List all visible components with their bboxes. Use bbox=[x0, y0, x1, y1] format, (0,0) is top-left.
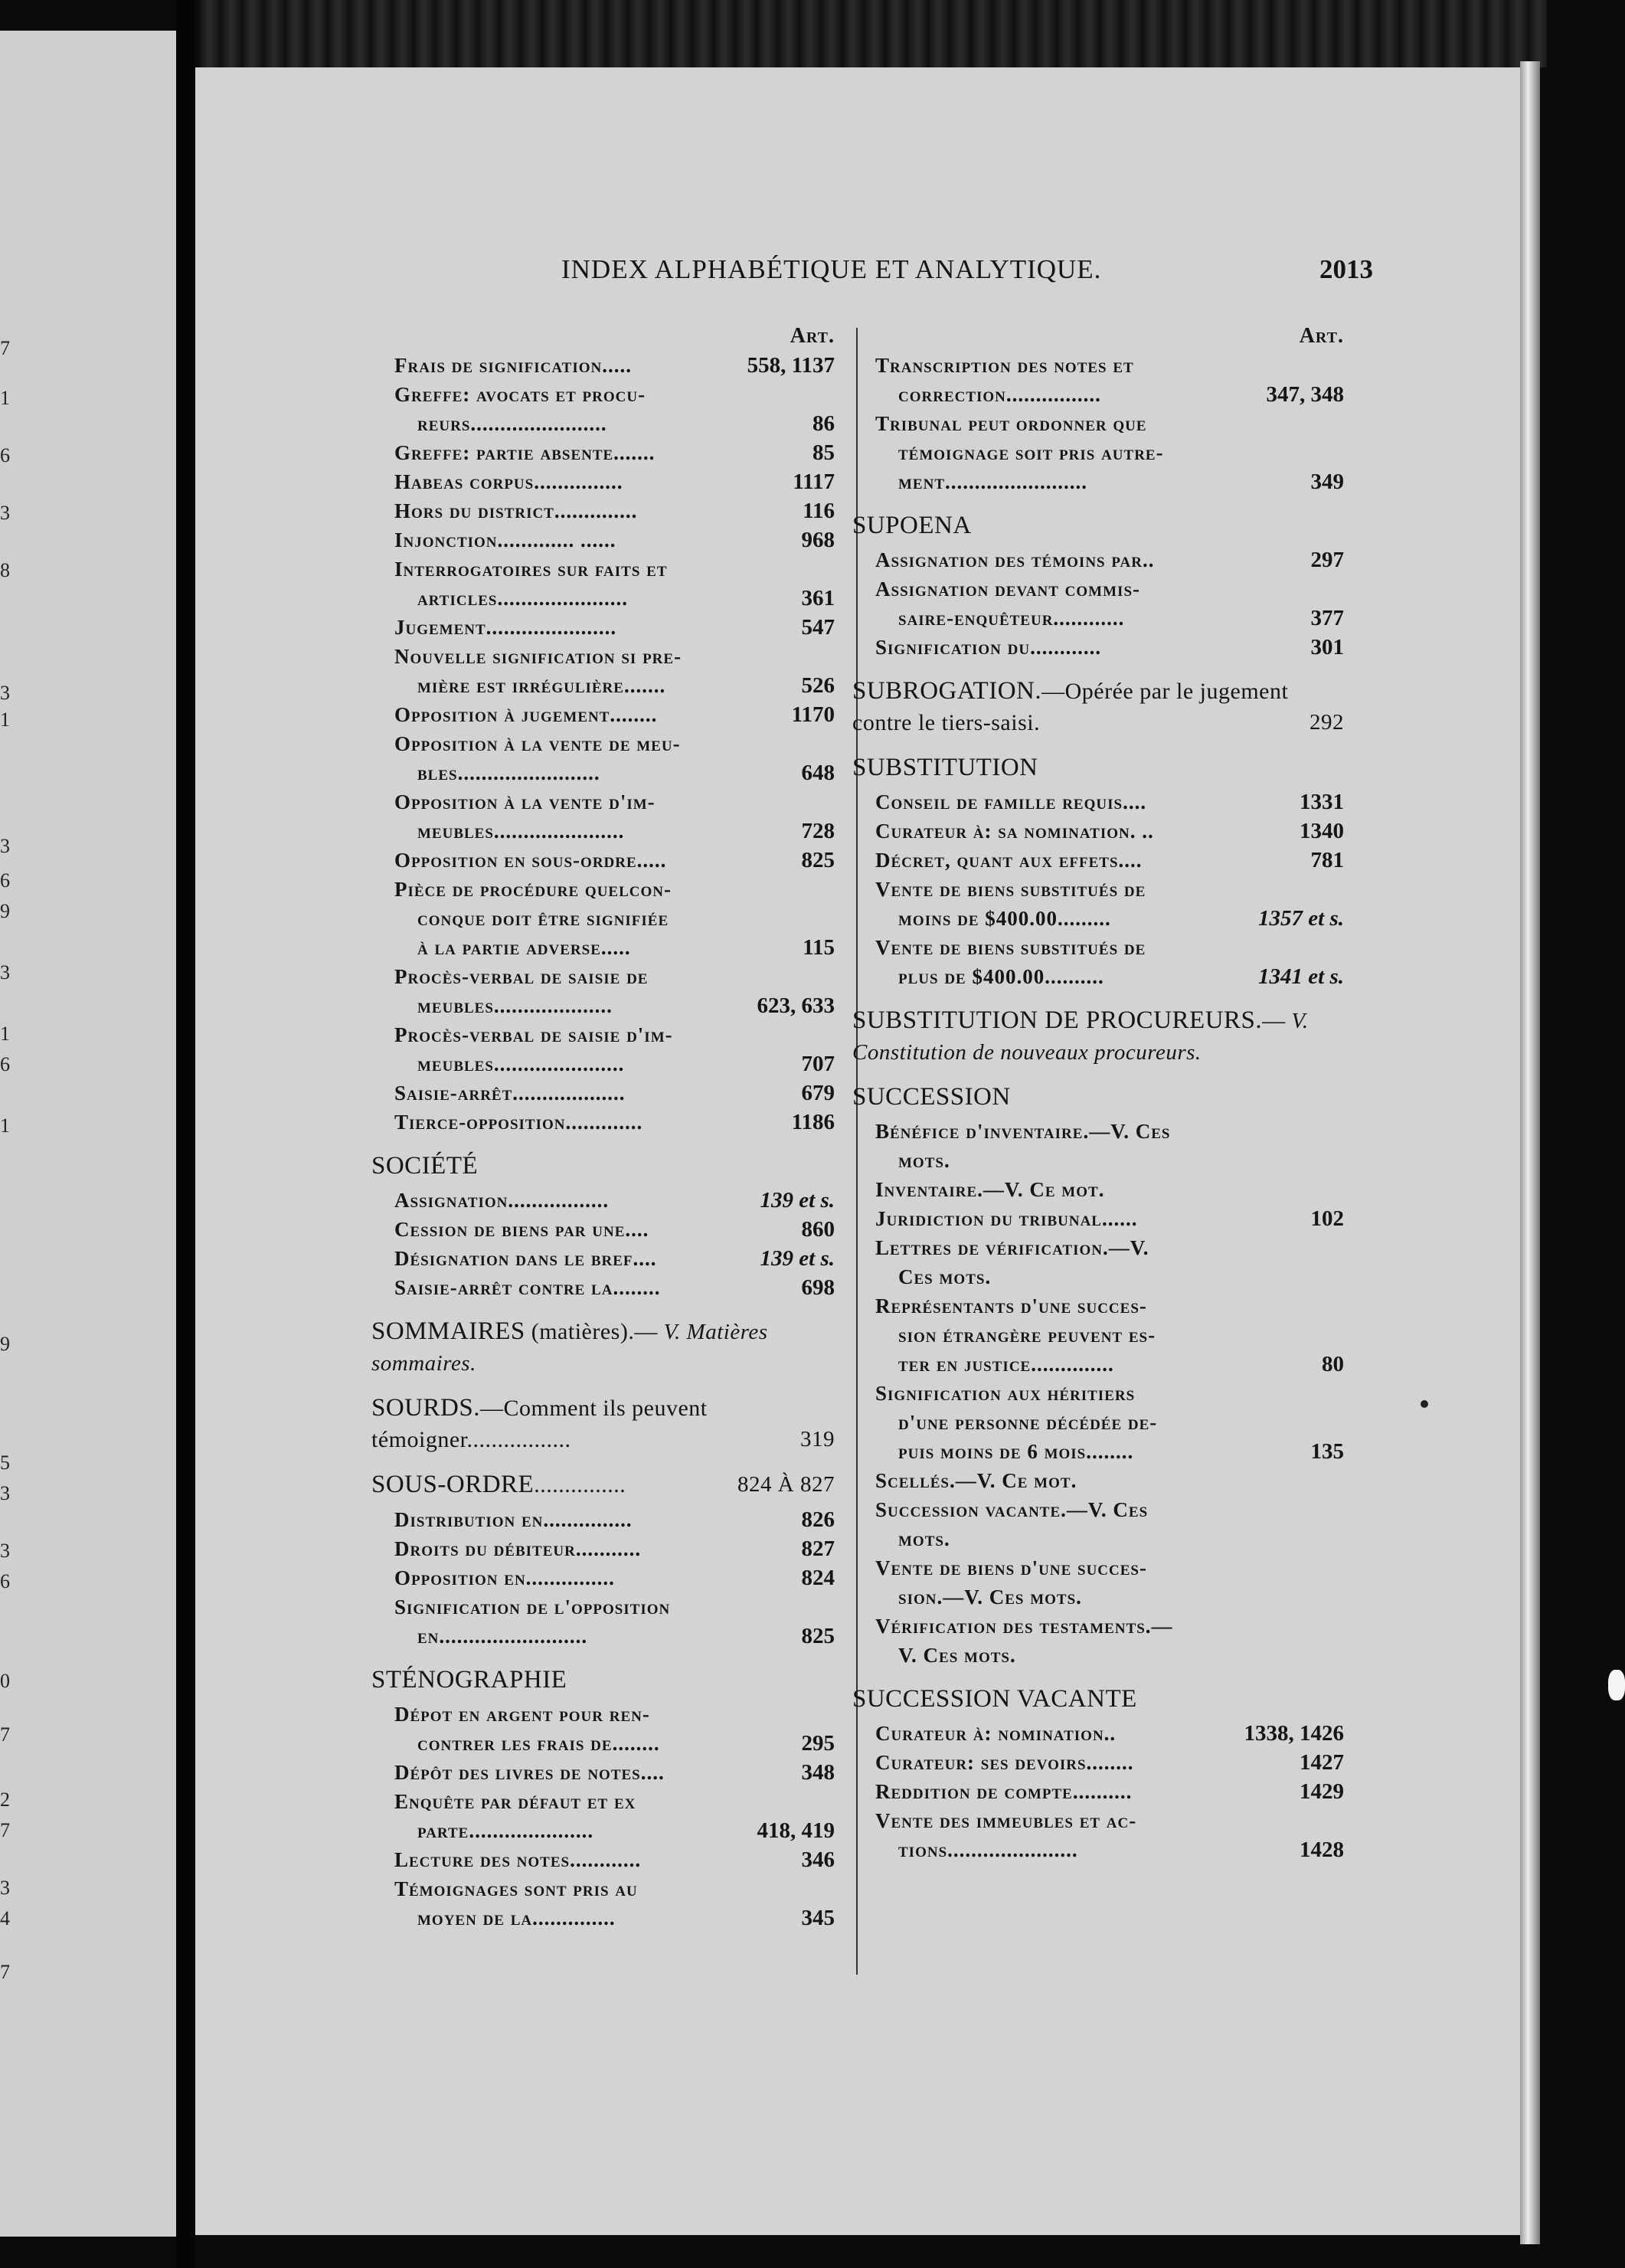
article-reference: 135 bbox=[1306, 1437, 1345, 1466]
section-cross-reference: V. Constitution de nouveaux procureurs. bbox=[852, 1009, 1309, 1065]
article-reference: 361 bbox=[797, 584, 835, 613]
entry-text-line: Lettres de vérification.—V. bbox=[875, 1236, 1149, 1259]
left-margin-mark: 1 bbox=[0, 387, 10, 409]
entry-text-line: tions...................... bbox=[898, 1838, 1078, 1861]
entry-text-line: Enquête par défaut et ex bbox=[394, 1790, 636, 1813]
entry-text-line: Vente des immeubles et ac- bbox=[875, 1809, 1137, 1832]
left-margin-mark: 7 bbox=[0, 1723, 10, 1746]
left-margin-mark: 9 bbox=[0, 900, 10, 922]
index-entry bbox=[852, 1291, 1344, 1379]
page-edge bbox=[1520, 61, 1540, 2244]
entry-text-line: Vérification des testaments.— bbox=[875, 1615, 1173, 1638]
entry-text-line: Opposition à la vente de meu- bbox=[394, 732, 681, 755]
index-column-left bbox=[371, 322, 835, 1933]
entry-text-line: moyen de la.............. bbox=[417, 1906, 616, 1929]
index-entry bbox=[371, 846, 835, 875]
article-reference: 648 bbox=[797, 758, 835, 787]
entry-text-line: sion étrangère peuvent es- bbox=[898, 1324, 1156, 1347]
article-reference: 825 bbox=[797, 846, 835, 875]
entry-text-line: Pièce de procédure quelcon- bbox=[394, 878, 672, 901]
entry-text-line: Interrogatoires sur faits et bbox=[394, 558, 668, 581]
entry-text-line: ment........................ bbox=[898, 470, 1087, 493]
left-margin-mark: 6 bbox=[0, 1053, 10, 1075]
section-title: SOMMAIRES bbox=[371, 1317, 525, 1345]
section-title: SUPOENA bbox=[852, 512, 972, 539]
entry-text-line: Signification aux héritiers bbox=[875, 1382, 1136, 1405]
entry-text-line: Vente de biens d'une succes- bbox=[875, 1556, 1147, 1579]
left-margin-mark: 3 bbox=[0, 1482, 10, 1504]
entry-text-line: bles........................ bbox=[417, 761, 600, 784]
section-title: SUBROGATION. bbox=[852, 677, 1042, 705]
scan-artifact bbox=[1608, 1670, 1625, 1700]
entry-text-line: Vente de biens substitués de bbox=[875, 878, 1146, 901]
index-entry bbox=[371, 1787, 835, 1845]
entry-text-line: Opposition à jugement........ bbox=[394, 703, 658, 726]
article-reference: 698 bbox=[797, 1273, 835, 1302]
left-margin-mark: 6 bbox=[0, 869, 10, 892]
left-margin-mark: 4 bbox=[0, 1907, 10, 1929]
entry-text-line: Habeas corpus............... bbox=[394, 470, 623, 493]
header-title: INDEX ALPHABÉTIQUE ET ANALYTIQUE. bbox=[561, 254, 1102, 284]
index-entry bbox=[852, 1806, 1344, 1864]
index-entry bbox=[371, 1700, 835, 1758]
index-entry bbox=[371, 1108, 835, 1137]
article-reference: 1427 bbox=[1295, 1748, 1344, 1777]
entry-text-line: Curateur: ses devoirs........ bbox=[875, 1751, 1134, 1774]
left-margin-mark: 3 bbox=[0, 835, 10, 857]
entry-text-line: V. Ces mots. bbox=[898, 1644, 1016, 1667]
index-entry bbox=[852, 1553, 1344, 1612]
index-column-right bbox=[852, 322, 1344, 1864]
left-margin-mark: 6 bbox=[0, 1570, 10, 1592]
entry-text-line: Curateur à: nomination.. bbox=[875, 1722, 1117, 1745]
article-reference: 295 bbox=[797, 1729, 835, 1758]
index-entry bbox=[371, 700, 835, 729]
index-entry bbox=[371, 1273, 835, 1302]
entry-text-line: Procès-verbal de saisie d'im- bbox=[394, 1023, 673, 1046]
left-margin-mark: 3 bbox=[0, 1877, 10, 1899]
article-reference: 728 bbox=[797, 817, 835, 846]
index-entry bbox=[371, 1845, 835, 1874]
entry-text-line: ter en justice.............. bbox=[898, 1353, 1114, 1376]
index-section bbox=[852, 752, 1344, 783]
article-reference: 418, 419 bbox=[753, 1816, 835, 1845]
index-entry bbox=[371, 787, 835, 846]
section-title: SOUS-ORDRE bbox=[371, 1471, 535, 1498]
index-entry bbox=[852, 351, 1344, 409]
index-entry bbox=[371, 380, 835, 438]
art-label: Art. bbox=[790, 324, 835, 348]
entry-text-line: Frais de signification..... bbox=[394, 354, 632, 377]
entry-text-line: Opposition en............... bbox=[394, 1566, 615, 1589]
entry-text-line: Tribunal peut ordonner que bbox=[875, 412, 1147, 435]
index-entry bbox=[371, 1534, 835, 1563]
entry-text-line: Tierce-opposition............. bbox=[394, 1111, 643, 1134]
book-spine bbox=[176, 0, 195, 2268]
article-reference: 319 bbox=[800, 1427, 835, 1451]
article-reference: 1117 bbox=[788, 467, 835, 496]
index-entry bbox=[371, 1592, 835, 1651]
entry-text-line: Droits du débiteur........... bbox=[394, 1537, 642, 1560]
left-margin-mark: 1 bbox=[0, 1023, 10, 1045]
article-reference: 345 bbox=[797, 1903, 835, 1933]
article-reference: 139 et s. bbox=[756, 1186, 835, 1215]
entry-text-line: Nouvelle signification si pre- bbox=[394, 645, 682, 668]
entry-text-line: Témoignages sont pris au bbox=[394, 1877, 638, 1900]
entry-text-line: Signification de l'opposition bbox=[394, 1595, 671, 1618]
index-section bbox=[371, 1316, 835, 1379]
article-reference: 824 bbox=[797, 1563, 835, 1592]
index-entry bbox=[852, 545, 1344, 574]
index-entry bbox=[852, 787, 1344, 817]
article-reference: 292 bbox=[1309, 710, 1344, 735]
section-note: —Comment ils peuvent témoigner................. bbox=[371, 1396, 708, 1452]
article-reference: 1428 bbox=[1295, 1835, 1344, 1864]
section-title: STÉNOGRAPHIE bbox=[371, 1666, 567, 1694]
index-entry bbox=[371, 1186, 835, 1215]
article-reference: 348 bbox=[797, 1758, 835, 1787]
entry-text-line: articles...................... bbox=[417, 587, 628, 610]
entry-text-line: Distribution en............... bbox=[394, 1508, 633, 1531]
entry-text-line: meubles...................... bbox=[417, 820, 625, 843]
scan-speck bbox=[1421, 1400, 1428, 1408]
article-reference: 1429 bbox=[1295, 1777, 1344, 1806]
right-entries bbox=[852, 351, 1344, 1864]
article-reference: 80 bbox=[1317, 1350, 1344, 1379]
index-section bbox=[371, 1150, 835, 1181]
index-entry bbox=[852, 1233, 1344, 1291]
article-reference: 679 bbox=[797, 1078, 835, 1108]
entry-text-line: Greffe: avocats et procu- bbox=[394, 383, 646, 406]
index-entry bbox=[852, 875, 1344, 933]
entry-text-line: Assignation devant commis- bbox=[875, 578, 1141, 601]
section-note: —Opérée par le jugement contre le tiers-saisi. bbox=[852, 679, 1289, 735]
section-title: SUCCESSION VACANTE bbox=[852, 1685, 1137, 1713]
index-entry bbox=[371, 613, 835, 642]
entry-text-line: Signification du............ bbox=[875, 636, 1102, 659]
article-reference: 346 bbox=[797, 1845, 835, 1874]
article-reference: 297 bbox=[1306, 545, 1345, 574]
left-entries bbox=[371, 351, 835, 1933]
entry-text-line: contrer les frais de........ bbox=[417, 1732, 660, 1755]
article-reference: 349 bbox=[1306, 467, 1345, 496]
article-reference: 301 bbox=[1306, 633, 1345, 662]
article-reference: 558, 1137 bbox=[743, 351, 835, 380]
left-margin-mark: 7 bbox=[0, 1819, 10, 1841]
entry-text-line: Inventaire.—V. Ce mot. bbox=[875, 1178, 1105, 1201]
entry-text-line: meubles...................... bbox=[417, 1052, 625, 1075]
entry-text-line: Saisie-arrêt contre la........ bbox=[394, 1276, 661, 1299]
entry-text-line: sion.—V. Ces mots. bbox=[898, 1586, 1082, 1609]
entry-text-line: Jugement...................... bbox=[394, 616, 617, 639]
article-reference: 824 À 827 bbox=[737, 1472, 835, 1497]
index-entry bbox=[371, 1244, 835, 1273]
section-title: SUCCESSION bbox=[852, 1083, 1011, 1111]
article-reference: 526 bbox=[797, 671, 835, 700]
article-reference: 85 bbox=[808, 438, 835, 467]
entry-text-line: en......................... bbox=[417, 1625, 588, 1648]
entry-text-line: Ces mots. bbox=[898, 1265, 992, 1288]
entry-text-line: moins de $400.00......... bbox=[898, 907, 1111, 930]
entry-text-line: Désignation dans le bref.... bbox=[394, 1247, 657, 1270]
index-entry bbox=[371, 1215, 835, 1244]
section-note: (matières).— bbox=[525, 1319, 658, 1344]
article-reference: 1340 bbox=[1295, 817, 1344, 846]
index-entry bbox=[371, 1505, 835, 1534]
index-entry bbox=[371, 525, 835, 555]
entry-text-line: plus de $400.00.......... bbox=[898, 965, 1104, 988]
entry-text-line: Dépot en argent pour ren- bbox=[394, 1703, 650, 1726]
index-section bbox=[371, 1469, 835, 1501]
entry-text-line: reurs....................... bbox=[417, 412, 607, 435]
entry-text-line: Bénéfice d'inventaire.—V. Ces bbox=[875, 1120, 1171, 1143]
scan-top-band bbox=[199, 0, 1547, 67]
article-reference: 1186 bbox=[787, 1108, 835, 1137]
entry-text-line: correction................ bbox=[898, 383, 1101, 406]
index-entry bbox=[852, 1777, 1344, 1806]
entry-text-line: Injonction............. ...... bbox=[394, 529, 616, 551]
page-number: 2013 bbox=[1319, 254, 1373, 284]
article-reference: 826 bbox=[797, 1505, 835, 1534]
left-margin-mark: 2 bbox=[0, 1789, 10, 1811]
article-reference: 1341 et s. bbox=[1254, 962, 1344, 991]
index-entry bbox=[371, 555, 835, 613]
index-entry bbox=[371, 1020, 835, 1078]
index-entry bbox=[371, 438, 835, 467]
article-reference: 827 bbox=[797, 1534, 835, 1563]
index-entry bbox=[852, 1612, 1344, 1670]
article-reference: 623, 633 bbox=[753, 991, 835, 1020]
entry-text-line: Succession vacante.—V. Ces bbox=[875, 1498, 1149, 1521]
left-margin-mark: 8 bbox=[0, 559, 10, 581]
index-entry bbox=[852, 1117, 1344, 1175]
entry-text-line: Scellés.—V. Ce mot. bbox=[875, 1469, 1077, 1492]
index-section bbox=[852, 1005, 1344, 1068]
index-entry bbox=[371, 1563, 835, 1592]
article-reference: 1170 bbox=[787, 700, 835, 729]
left-margin-mark: 7 bbox=[0, 337, 10, 359]
index-entry bbox=[852, 1495, 1344, 1553]
entry-text-line: Assignation................. bbox=[394, 1189, 610, 1212]
entry-text-line: parte..................... bbox=[417, 1819, 594, 1842]
index-entry bbox=[371, 351, 835, 380]
article-reference: 707 bbox=[797, 1049, 835, 1078]
entry-text-line: Curateur à: sa nomination. .. bbox=[875, 820, 1154, 843]
entry-text-line: Représentants d'une succes- bbox=[875, 1294, 1147, 1317]
index-entry bbox=[852, 1748, 1344, 1777]
section-title: SUBSTITUTION DE PROCUREURS. bbox=[852, 1006, 1263, 1034]
article-reference: 860 bbox=[797, 1215, 835, 1244]
left-margin-mark: 3 bbox=[0, 502, 10, 524]
entry-text-line: mots. bbox=[898, 1527, 950, 1550]
entry-text-line: Opposition en sous-ordre..... bbox=[394, 849, 667, 872]
entry-text-line: d'une personne décédée de- bbox=[898, 1411, 1158, 1434]
left-margin-mark: 9 bbox=[0, 1333, 10, 1355]
article-reference: 1338, 1426 bbox=[1240, 1719, 1345, 1748]
index-entry bbox=[852, 1719, 1344, 1748]
entry-text-line: mots. bbox=[898, 1149, 950, 1172]
entry-text-line: Conseil de famille requis.... bbox=[875, 790, 1147, 813]
index-entry bbox=[371, 1874, 835, 1933]
index-entry bbox=[852, 574, 1344, 633]
section-title: SUBSTITUTION bbox=[852, 754, 1038, 781]
index-section bbox=[852, 1082, 1344, 1112]
index-entry bbox=[852, 817, 1344, 846]
entry-text-line: Cession de biens par une.... bbox=[394, 1218, 649, 1241]
index-entry bbox=[371, 1758, 835, 1787]
index-entry bbox=[371, 467, 835, 496]
section-note: ............... bbox=[534, 1472, 626, 1497]
entry-text-line: Dépôt des livres de notes.... bbox=[394, 1761, 665, 1784]
entry-text-line: Hors du district.............. bbox=[394, 499, 638, 522]
article-reference: 781 bbox=[1306, 846, 1345, 875]
article-reference: 547 bbox=[797, 613, 835, 642]
article-reference: 1331 bbox=[1295, 787, 1344, 817]
index-entry bbox=[852, 1204, 1344, 1233]
entry-text-line: saire-enquêteur............ bbox=[898, 607, 1125, 630]
left-margin-mark: 5 bbox=[0, 1451, 10, 1474]
index-entry bbox=[852, 846, 1344, 875]
index-section bbox=[852, 1684, 1344, 1714]
entry-text-line: mière est irrégulière....... bbox=[417, 674, 666, 697]
entry-text-line: Opposition à la vente d'im- bbox=[394, 790, 656, 813]
entry-text-line: Procès-verbal de saisie de bbox=[394, 965, 649, 988]
index-entry bbox=[371, 1078, 835, 1108]
article-reference: 139 et s. bbox=[756, 1244, 835, 1273]
left-margin-mark: 1 bbox=[0, 1114, 10, 1137]
index-entry bbox=[852, 1379, 1344, 1466]
entry-text-line: Reddition de compte.......... bbox=[875, 1780, 1133, 1803]
index-entry bbox=[852, 933, 1344, 991]
article-reference: 115 bbox=[798, 933, 835, 962]
index-entry bbox=[852, 1466, 1344, 1495]
entry-text-line: Saisie-arrêt................... bbox=[394, 1082, 626, 1105]
entry-text-line: Juridiction du tribunal...... bbox=[875, 1207, 1138, 1230]
entry-text-line: Greffe: partie absente....... bbox=[394, 441, 656, 464]
left-page-fragment bbox=[0, 31, 176, 2237]
entry-text-line: puis moins de 6 mois........ bbox=[898, 1440, 1134, 1463]
article-reference: 116 bbox=[798, 496, 835, 525]
section-title: SOURDS. bbox=[371, 1394, 480, 1422]
art-label-right: Art. bbox=[1299, 324, 1344, 348]
article-reference: 347, 348 bbox=[1262, 380, 1345, 409]
entry-text-line: meubles.................... bbox=[417, 994, 613, 1017]
index-entry bbox=[371, 962, 835, 1020]
index-section bbox=[371, 1664, 835, 1695]
article-reference: 102 bbox=[1306, 1204, 1345, 1233]
entry-text-line: Décret, quant aux effets.... bbox=[875, 849, 1143, 872]
index-entry bbox=[852, 633, 1344, 662]
section-cross-reference: V. Matières sommaires. bbox=[371, 1320, 768, 1376]
entry-text-line: témoignage soit pris autre- bbox=[898, 441, 1164, 464]
index-entry bbox=[371, 875, 835, 962]
left-margin-mark: 7 bbox=[0, 1961, 10, 1983]
index-entry bbox=[371, 729, 835, 787]
left-margin-mark: 0 bbox=[0, 1670, 10, 1692]
article-reference: 1357 et s. bbox=[1254, 904, 1344, 933]
article-reference: 377 bbox=[1306, 604, 1345, 633]
entry-text-line: Lecture des notes............ bbox=[394, 1848, 642, 1871]
index-section bbox=[852, 510, 1344, 541]
left-margin-mark: 3 bbox=[0, 961, 10, 983]
entry-text-line: Assignation des témoins par.. bbox=[875, 548, 1155, 571]
left-margin-mark: 6 bbox=[0, 444, 10, 466]
index-entry bbox=[852, 409, 1344, 496]
index-section bbox=[371, 1393, 835, 1455]
entry-text-line: conque doit être signifiée bbox=[417, 907, 669, 930]
article-reference: 968 bbox=[797, 525, 835, 555]
entry-text-line: à la partie adverse..... bbox=[417, 936, 631, 959]
left-margin-mark: 1 bbox=[0, 709, 10, 731]
article-reference: 86 bbox=[808, 409, 835, 438]
left-margin-mark: 3 bbox=[0, 1540, 10, 1562]
entry-text-line: Vente de biens substitués de bbox=[875, 936, 1146, 959]
running-header bbox=[561, 254, 1373, 285]
left-margin-mark: 3 bbox=[0, 682, 10, 704]
entry-text-line: Transcription des notes et bbox=[875, 354, 1134, 377]
section-note: — bbox=[1262, 1008, 1286, 1033]
index-entry bbox=[371, 496, 835, 525]
index-entry bbox=[371, 642, 835, 700]
index-entry bbox=[852, 1175, 1344, 1204]
index-section bbox=[852, 676, 1344, 738]
article-reference: 825 bbox=[797, 1622, 835, 1651]
section-title: SOCIÉTÉ bbox=[371, 1152, 479, 1180]
